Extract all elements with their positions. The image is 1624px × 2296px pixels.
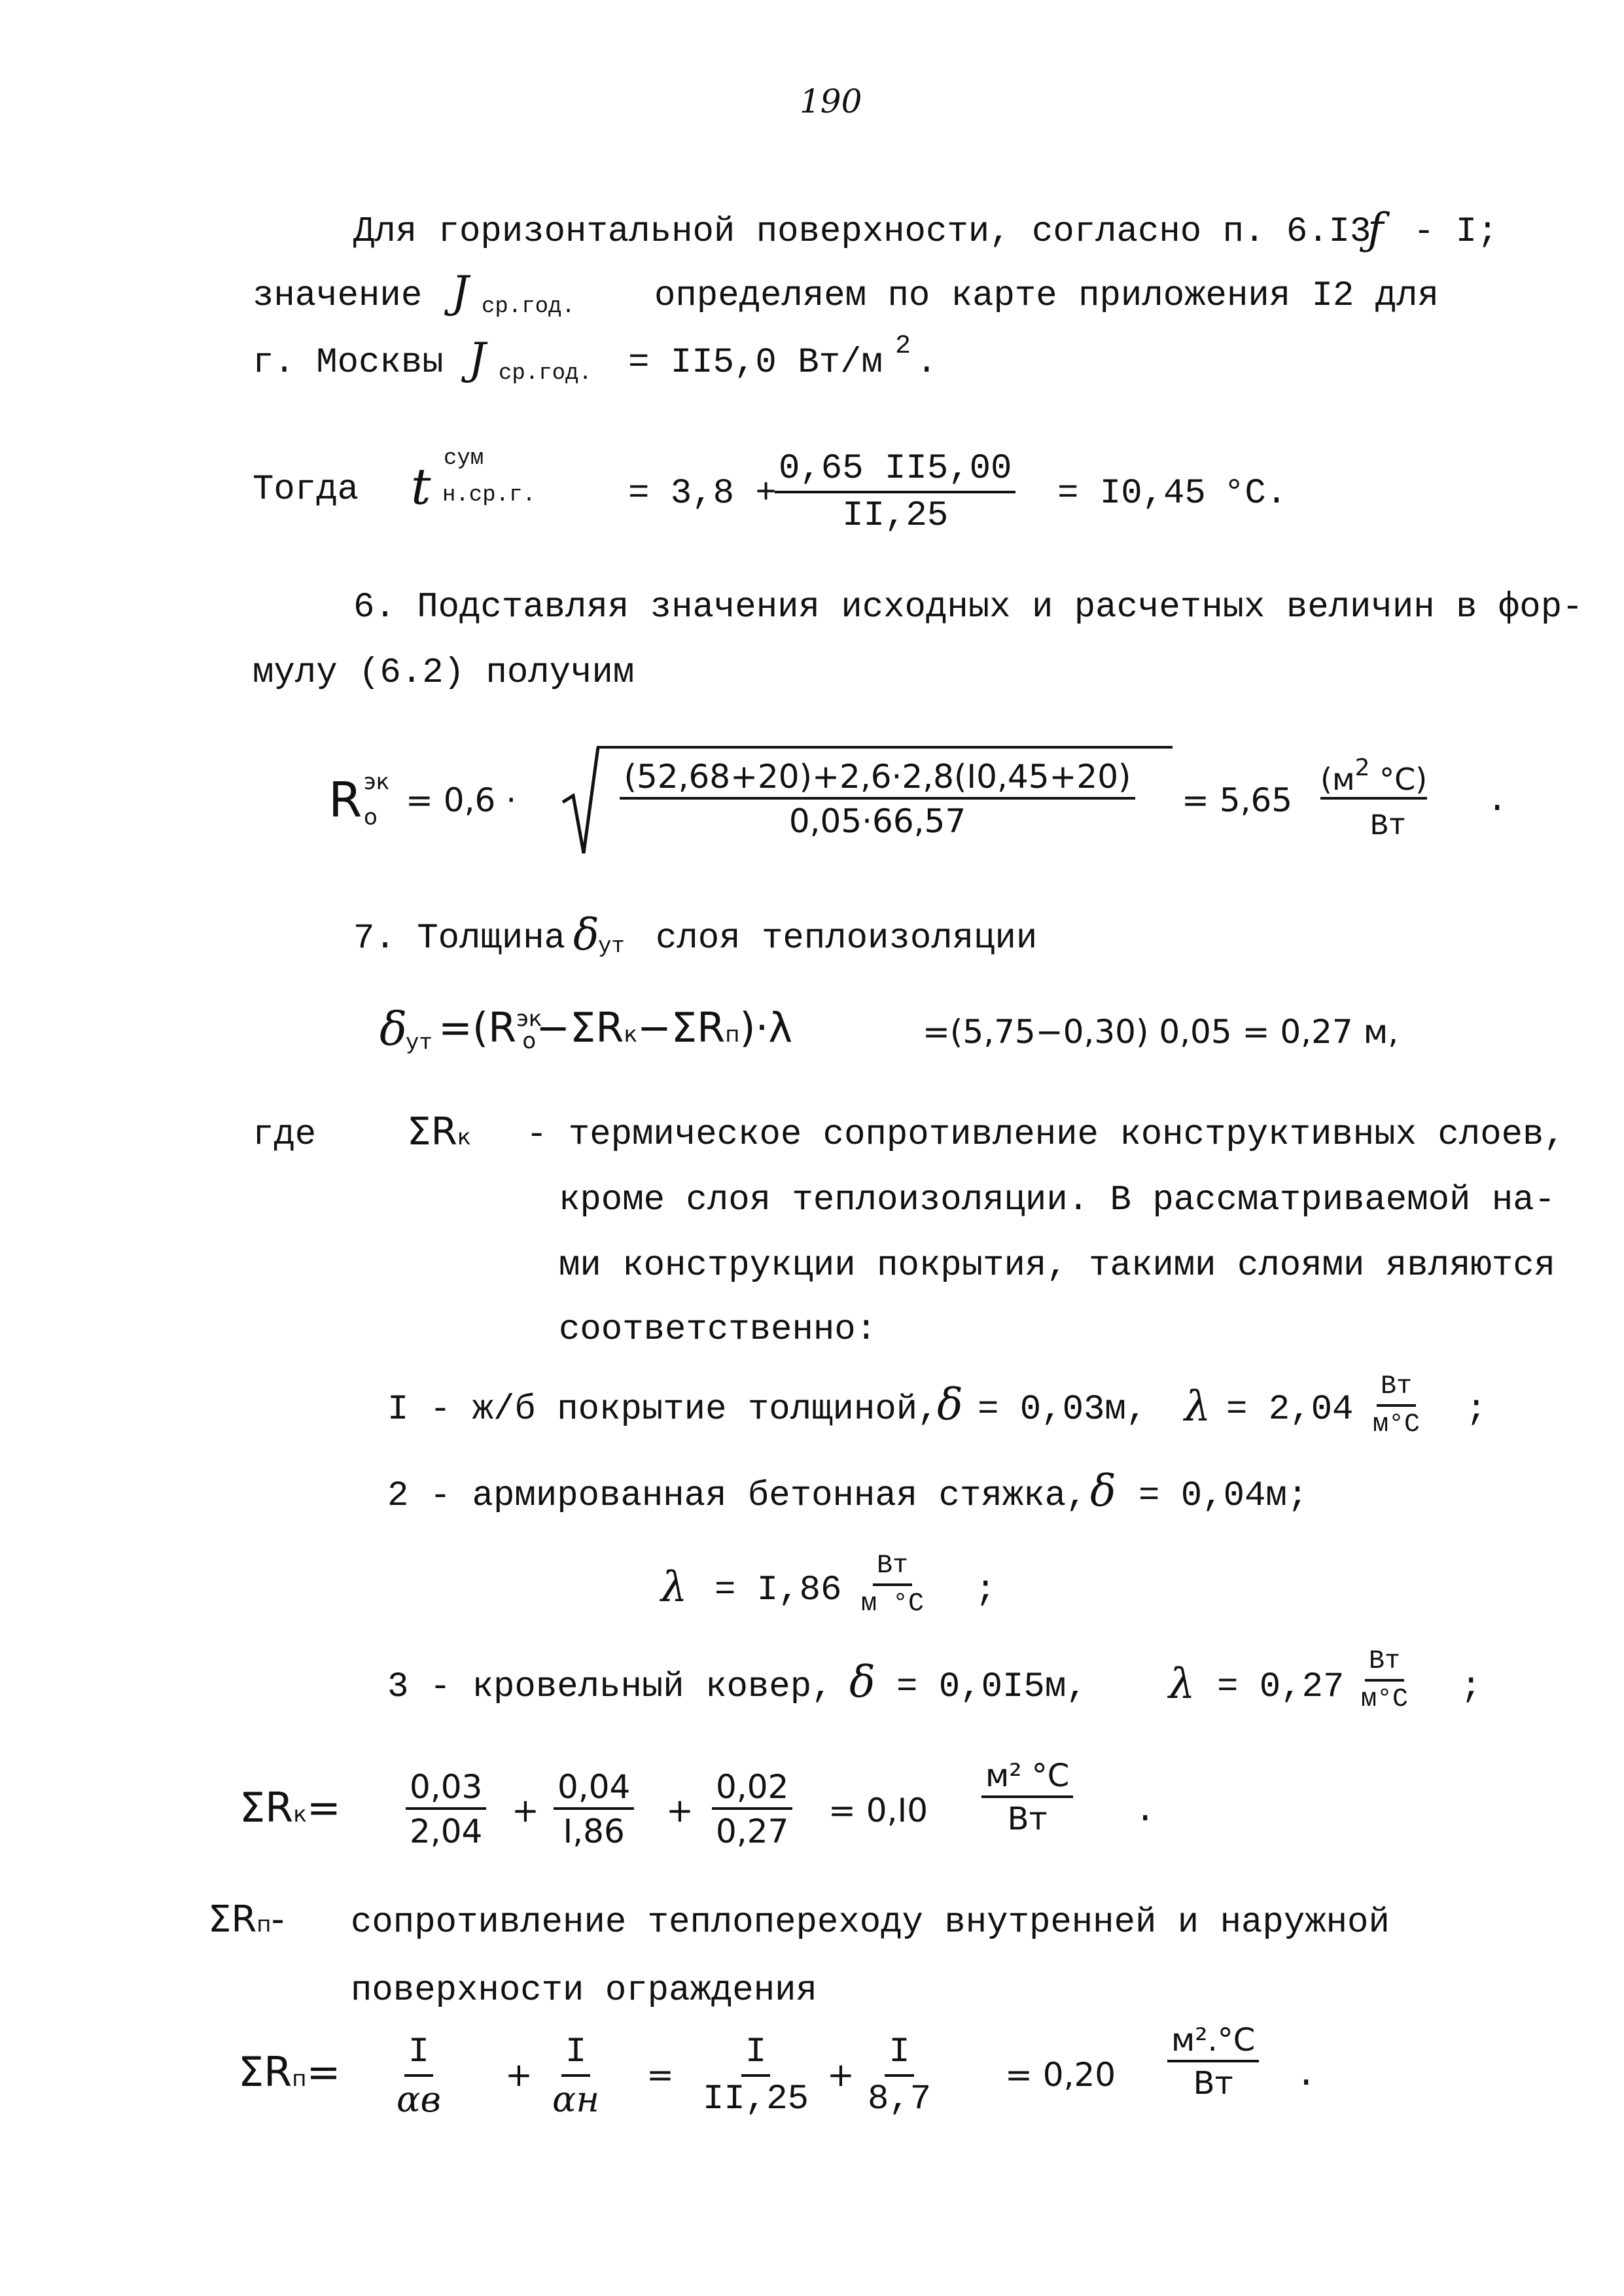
text-result-5-65: = 5,65 (1182, 781, 1293, 819)
sum-rn-frac-3 (703, 2032, 809, 2119)
sum-rn-frac-3-den: II,25 (703, 2079, 809, 2119)
sum-rn-plus-1: + (505, 2056, 533, 2094)
sum-rn-label (238, 2048, 341, 2096)
layer-2-delta: δ (1090, 1466, 1116, 1516)
layer-2-unit-den: м °C (861, 1589, 925, 1619)
rn-sub: п (256, 1911, 272, 1937)
sum-rk-end: . (1135, 1792, 1156, 1831)
text-gde: где (253, 1115, 317, 1155)
sum-rk-frac-2-den: I,86 (563, 1812, 625, 1850)
sum-rk-frac-1-den: 2,04 (410, 1812, 483, 1850)
formula-eq-R: =(R (438, 1004, 517, 1051)
symbol-delta-ut-subscript: ут (598, 934, 625, 959)
rn-dash: - (271, 1898, 285, 1941)
layer-3-lambda: λ (1169, 1660, 1195, 1708)
unit-r0-numerator (1320, 754, 1428, 800)
text-togda: Тогда (253, 470, 359, 510)
sum-rk-frac-3-den: 0,27 (716, 1812, 789, 1850)
symbol-f: ƒ (1368, 204, 1384, 255)
symbol-J: J (451, 267, 469, 317)
sum-rn-frac-3-num: I (741, 2035, 770, 2077)
sum-rk-sub: к (293, 1801, 307, 1828)
paragraph-7-rest: слоя теплоизоляции (656, 919, 1038, 959)
fraction-r0-numerator: (52,68+20)+2,6·2,8(I0,45+20) (620, 760, 1135, 800)
text-opredelyaem: определяем по карте приложения I2 для (654, 276, 1439, 316)
layer-3-unit-num: Вт (1365, 1649, 1404, 1682)
sum-rk-frac-2-num: 0,04 (554, 1771, 634, 1810)
layer-2-end: ; (975, 1570, 997, 1610)
formula-sum-Rn-sub: п (725, 1021, 740, 1048)
sum-rk-plus-1: + (512, 1792, 539, 1829)
layer-1-text: I - ж/б покрытие толщиной, (387, 1390, 939, 1430)
symbol-R0-subscript: о (364, 804, 378, 830)
unit-r0-sup: 2 (1354, 754, 1370, 781)
symbol-J-2: J (468, 334, 486, 384)
sum-rk-frac-2 (554, 1768, 634, 1850)
layer-1-delta-value: = 0,03м, (978, 1390, 1148, 1430)
unit-r0-m: (м (1320, 762, 1355, 797)
where-line-1: - термическое сопротивление конструктивных слоев, (526, 1115, 1565, 1155)
symbol-R0-superscript: эк (364, 769, 390, 795)
text-znachenie: значение (253, 276, 423, 316)
text-result-10-45: = I0,45 (1057, 474, 1206, 514)
layer-3-unit-den: м°C (1361, 1685, 1409, 1714)
layer-2-unit-num: Вт (873, 1553, 912, 1586)
layer-1-lambda-value: = 2,04 (1226, 1390, 1354, 1430)
sum-rk-frac-1-num: 0,03 (406, 1771, 486, 1810)
sum-rn-eq: = (306, 2048, 341, 2096)
fraction-r0-denominator: 0,05·66,57 (788, 802, 966, 840)
sum-rk-frac-1 (406, 1768, 486, 1850)
unit-r0-denominator: Вт (1370, 809, 1407, 843)
formula-delta-subscript: ут (406, 1031, 432, 1056)
layer-3-unit (1361, 1649, 1408, 1713)
sum-rk-eq: = (306, 1784, 341, 1831)
sum-rk-unit-num: м² °C (981, 1760, 1073, 1798)
where-line-3: ми конструкции покрытия, такими слоями являются (559, 1246, 1556, 1286)
page-number: 190 (800, 82, 862, 120)
text-moscow: г. Москвы (253, 343, 444, 383)
sum-rn-plus-2: + (827, 2056, 855, 2094)
layer-2-lambda: λ (661, 1563, 688, 1612)
sum-rk-label (239, 1784, 341, 1831)
layer-3-lambda-value: = 0,27 (1217, 1667, 1345, 1707)
layer-1-unit-den: м°C (1373, 1410, 1421, 1439)
text-J-value: = II5,0 Вт/м (628, 343, 883, 383)
sum-rn-result: = 0,20 (1005, 2056, 1116, 2094)
fraction-t (775, 451, 1015, 534)
text-line-horizontal-surface: Для горизонтальной поверхности, согласно п. 6.I3 (353, 212, 1371, 252)
symbol-t-superscript: сум (444, 446, 484, 471)
layer-1-end: ; (1466, 1390, 1487, 1430)
rn-label (208, 1898, 285, 1941)
paragraph-6-line1: 6. Подставляя значения исходных и расчетных величин в фор- (353, 588, 1583, 627)
layer-2-delta-value: = 0,04м; (1139, 1476, 1309, 1516)
text-period: . (916, 343, 938, 383)
formula-sum-Rk-sub: к (624, 1021, 637, 1048)
fraction-r0 (580, 760, 1175, 838)
formula-lambda: )·λ (739, 1004, 793, 1051)
sum-rk-result: = 0,I0 (828, 1792, 928, 1829)
where-line-4: соответственно: (559, 1310, 877, 1350)
sum-rn-eq-2: = (646, 2056, 674, 2094)
layer-3-delta-value: = 0,0I5м, (896, 1667, 1087, 1707)
layer-2-unit (861, 1553, 924, 1617)
sum-rn-sym: ΣR (238, 2048, 292, 2096)
fraction-t-denominator: II,25 (842, 496, 949, 536)
text-unit-celsius: °C. (1224, 474, 1288, 514)
sum-rn-frac-2 (552, 2032, 600, 2120)
text-r0-end: . (1487, 781, 1508, 821)
text-value-I: - I; (1413, 212, 1498, 252)
layer-1-unit (1373, 1374, 1420, 1438)
formula-lhs-part1 (438, 1004, 793, 1054)
sum-rn-sub: п (292, 2066, 307, 2092)
layer-3-delta: δ (849, 1657, 875, 1707)
layer-1-unit-num: Вт (1377, 1374, 1416, 1407)
sum-rn-unit-den: Вт (1193, 2065, 1233, 2102)
paragraph-6-line2: мулу (6.2) получим (253, 653, 635, 693)
formula-rhs: =(5,75−0,30) 0,05 = 0,27 м, (923, 1013, 1399, 1051)
layer-1-delta: δ (937, 1379, 963, 1430)
sum-rn-frac-2-num: I (561, 2035, 590, 2077)
text-coef-0-6: = 0,6 · (406, 781, 517, 819)
superscript-2: 2 (895, 332, 911, 361)
layer-3-end: ; (1460, 1667, 1482, 1707)
symbol-J-2-subscript: ср.год. (499, 361, 592, 386)
sum-rk-unit-den: Вт (1007, 1801, 1048, 1837)
symbol-sum-Rk-sub: к (457, 1124, 471, 1150)
formula-sum-Rk: −ΣR (536, 1004, 624, 1051)
rn-line-1: сопротивление теплопереходу внутренней и наружной (351, 1903, 1390, 1943)
sum-rk-plus-2: + (666, 1792, 694, 1829)
sum-rn-frac-2-den: αн (552, 2079, 600, 2120)
layer-3-text: 3 - кровельный ковер, (387, 1667, 833, 1707)
sum-rk-frac-3 (712, 1768, 792, 1850)
sum-rn-frac-1 (397, 2032, 441, 2120)
sum-rn-end: . (1296, 2056, 1317, 2096)
fraction-t-numerator: 0,65 II5,00 (775, 451, 1015, 493)
formula-delta: δ (380, 1002, 408, 1056)
sum-rn-frac-4 (868, 2032, 932, 2119)
formula-R-sub: о (522, 1028, 537, 1054)
sum-rn-frac-1-den: αв (397, 2079, 441, 2120)
rn-line-2: поверхности ограждения (351, 1971, 817, 2011)
where-line-2: кроме слоя теплоизоляции. В рассматриваемой на- (559, 1180, 1556, 1220)
layer-2-text: 2 - армированная бетонная стяжка, (387, 1476, 1087, 1516)
sum-rn-frac-1-num: I (404, 2035, 433, 2077)
text-eq-3-8: = 3,8 + (628, 474, 777, 514)
sum-rk-sym: ΣR (239, 1784, 294, 1831)
symbol-delta-ut: δ (573, 910, 599, 960)
sum-rn-frac-4-den: 8,7 (868, 2079, 932, 2119)
formula-sum-Rn: −ΣR (637, 1004, 726, 1051)
unit-r0-c: °C) (1369, 762, 1428, 797)
sum-rk-frac-3-num: 0,02 (712, 1771, 792, 1810)
formula-R-sup: эк (516, 1006, 542, 1032)
symbol-t-subscript: н.ср.г. (442, 483, 536, 508)
symbol-t: t (411, 457, 431, 516)
layer-2-lambda-value: = I,86 (715, 1570, 842, 1610)
sqrt-bar (597, 746, 1173, 749)
sum-rn-unit-num: м².°C (1167, 2024, 1259, 2062)
symbol-J-subscript: ср.год. (482, 294, 575, 319)
symbol-R0: R (328, 772, 362, 828)
symbol-sum-Rk-text: ΣR (407, 1109, 457, 1154)
symbol-sum-Rk (407, 1109, 471, 1154)
layer-1-lambda: λ (1184, 1383, 1211, 1431)
sum-rk-unit (981, 1757, 1073, 1837)
rn-sym: ΣR (208, 1898, 257, 1941)
sum-rn-frac-4-num: I (885, 2035, 913, 2077)
paragraph-7: 7. Толщина (353, 919, 566, 959)
sum-rn-unit (1167, 2022, 1259, 2102)
